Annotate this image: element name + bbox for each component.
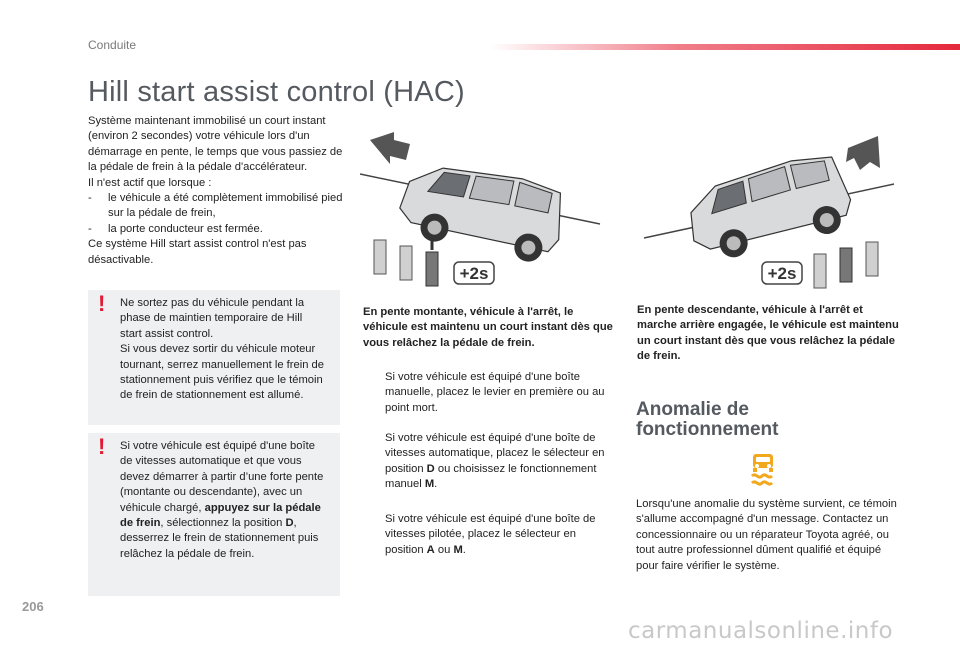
page-number: 206 <box>22 599 44 614</box>
intro-paragraph-2: Il n'est actif que lorsque : <box>88 176 212 189</box>
bullet-automatic <box>363 431 613 493</box>
bullet-manual <box>363 370 613 416</box>
warning-icon: ! <box>98 434 106 459</box>
list-item <box>88 222 343 237</box>
note-2-text: Si votre véhicule est équipé d'une boîte de vitesses automatique et que vous devez démarrer à partir d’une forte pente (montante ou descendante), avec un véhicule chargé, appuyez sur la pédale de frein, sélectionnez la position D, desserrez le frein de stationnement puis relâchez la pédale de frein. <box>120 440 324 560</box>
skid-warning-icon <box>746 452 780 486</box>
header-accent-bar <box>490 44 960 50</box>
timer-badge <box>454 262 494 284</box>
list-item <box>88 191 343 222</box>
bullet-text: Si votre véhicule est équipé d'une boîte de vitesses automatique, placez le sélecteur en position D ou choisissez le fonctionnement manuel M. <box>385 432 605 491</box>
car-downhill-illustration <box>634 128 899 296</box>
anomaly-heading-line-1: Anomalie de <box>636 399 749 420</box>
list-item-text: le véhicule a été complètement immobilisé pied sur la pédale de frein, <box>108 192 343 220</box>
pedals-icon <box>814 242 878 288</box>
uphill-caption: En pente montante, véhicule à l'arrêt, le véhicule est maintenu un court instant dès que vous relâchez la pédale de frein. <box>363 306 613 349</box>
intro-paragraph-1: Système maintenant immobilisé un court instant (environ 2 secondes) votre véhicule lors d'un démarrage en pente, le temps que vous passiez de la pédale de frein à la pédale d'accélérateur. <box>88 115 343 174</box>
intro-text <box>88 114 343 268</box>
bullet-piloted <box>363 512 613 558</box>
dash-marker: - <box>88 192 92 205</box>
anomaly-heading-line-2: fonctionnement <box>636 419 779 440</box>
list-item-text: la porte conducteur est fermée. <box>108 222 263 235</box>
note-1-line-2: Si vous devez sortir du véhicule moteur tournant, serrez manuellement le frein de stationnement puis vérifiez que le témoin de frein de stationnement est allumé. <box>120 343 324 402</box>
note-1-line-1: Ne sortez pas du véhicule pendant la phase de maintien temporaire de Hill start assist control. <box>120 297 305 340</box>
svg-text:+2s: +2s <box>767 264 797 283</box>
section-label: Conduite <box>88 38 137 52</box>
intro-paragraph-3: Ce système Hill start assist control n'est pas désactivable. <box>88 238 307 266</box>
conditions-list <box>88 191 343 237</box>
anomaly-heading <box>636 400 856 440</box>
bullet-text: Si votre véhicule est équipé d'une boîte manuelle, placez le levier en première ou au point mort. <box>385 371 605 414</box>
car-uphill-illustration <box>360 128 625 296</box>
bullet-text: Si votre véhicule est équipé d'une boîte de vitesses pilotée, placez le sélecteur en position A ou M. <box>385 513 596 556</box>
warning-note-1 <box>88 290 340 425</box>
page-title: Hill start assist control (HAC) <box>88 76 465 108</box>
watermark: carmanualsonline.info <box>628 618 894 644</box>
svg-text:+2s: +2s <box>459 264 489 283</box>
arrow-up-left-icon <box>370 132 410 164</box>
warning-note-2 <box>88 433 340 596</box>
downhill-caption: En pente descendante, véhicule à l'arrêt et marche arrière engagée, le véhicule est maintenu un court instant dès que vous relâchez la pédale de frein. <box>637 304 899 363</box>
dash-marker: - <box>88 222 92 235</box>
anomaly-text: Lorsqu'une anomalie du système survient, ce témoin s'allume accompagné d'un message. Contactez un concessionnaire ou un réparateur Toyota agréé, ou tout autre professionnel dûment qualifié et équipé pour faire vérifier le système. <box>636 498 897 572</box>
arrow-up-right-icon <box>846 136 880 170</box>
timer-badge <box>762 262 802 284</box>
warning-icon: ! <box>98 291 106 316</box>
